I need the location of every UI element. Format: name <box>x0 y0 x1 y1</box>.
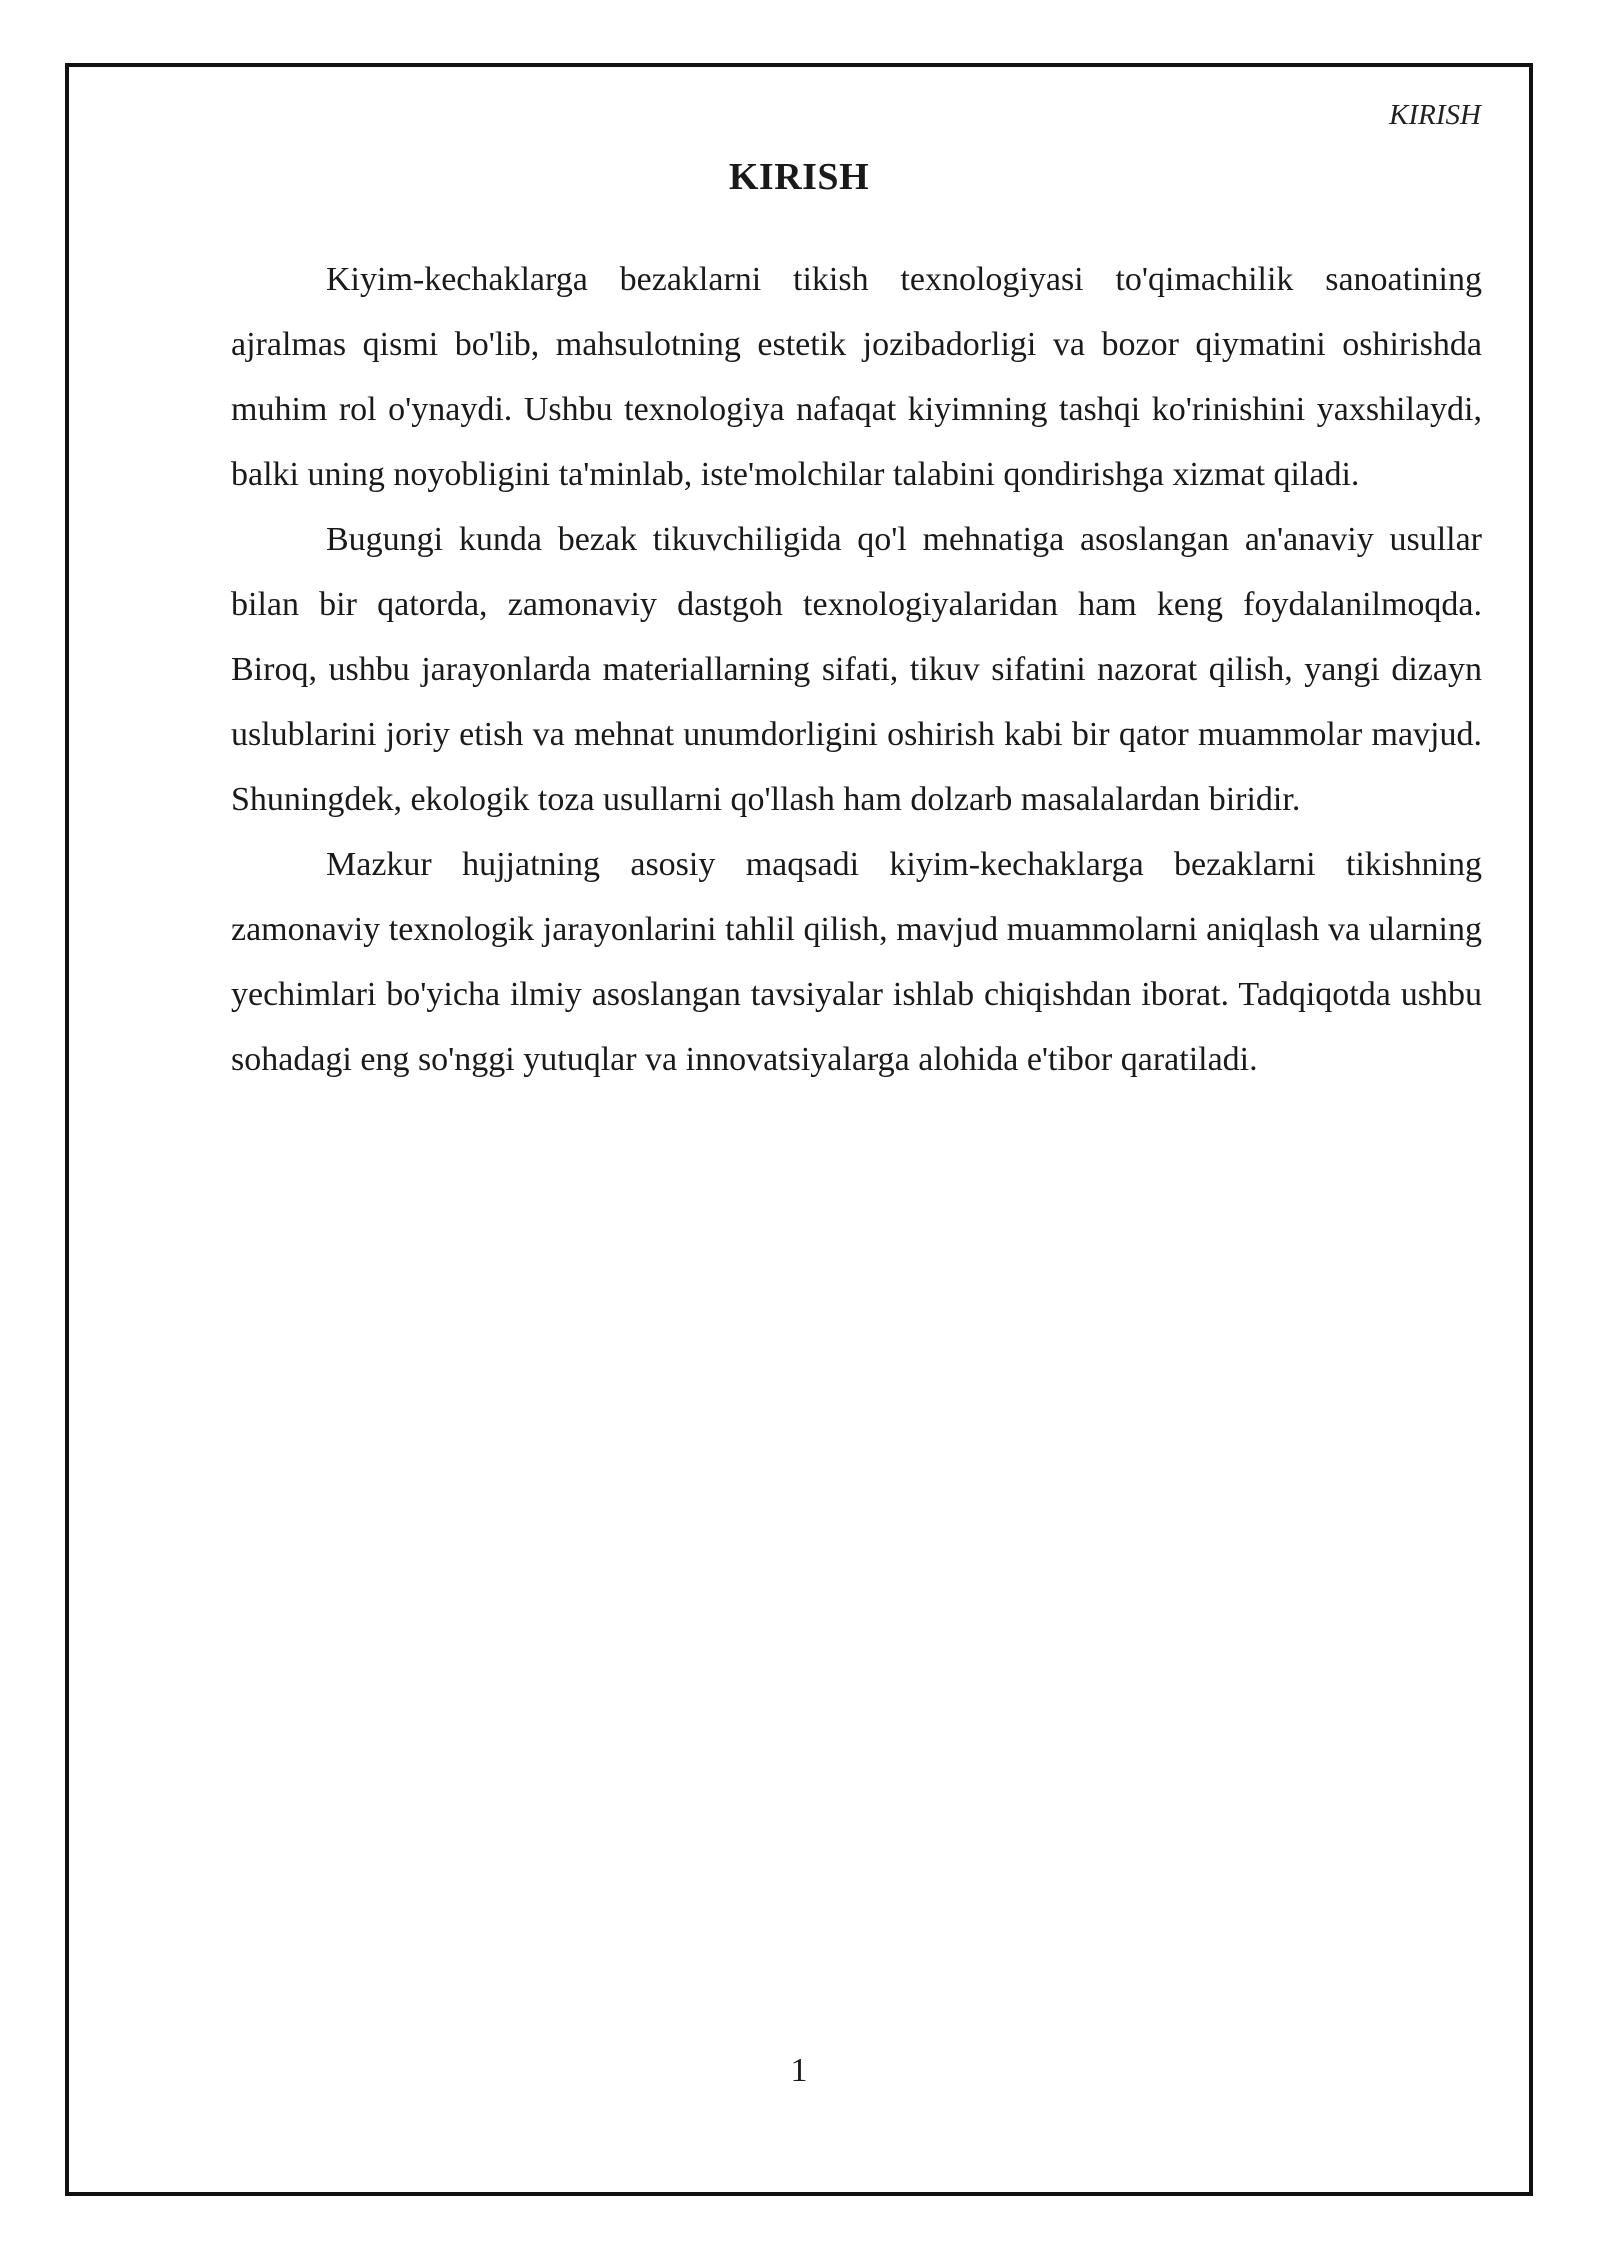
paragraph-2: Bugungi kunda bezak tikuvchiligida qo'l mehnatiga asoslangan an'anaviy usullar bilan bir qatorda, zamonaviy dastgoh texnologiyalaridan ham keng foydalanilmoqda. Biroq, ushbu jarayonlarda materiallarning sifati, tikuv sifatini nazorat qilish, yangi dizayn uslublarini joriy etish va mehnat unumdorligini oshirish kabi bir qator muammolar mavjud. Shuningdek, ekologik toza usullarni qo'llash ham dolzarb masalalardan biridir. <box>231 521 1482 818</box>
running-header: KIRISH <box>1389 99 1481 131</box>
page-number: 1 <box>790 2052 808 2089</box>
paragraph-1: Kiyim-kechaklarga bezaklarni tikish texnologiyasi to'qimachilik sanoatining ajralmas qismi bo'lib, mahsulotning estetik jozibadorligi va bozor qiymatini oshirishda muhim rol o'ynaydi. Ushbu texnologiya nafaqat kiyimning tashqi ko'rinishini yaxshilaydi, balki uning noyobligini ta'minlab, iste'molchilar talabini qondirishga xizmat qiladi. <box>231 261 1482 493</box>
body-text <box>231 247 1482 1092</box>
page-border <box>65 63 1533 2196</box>
page-title: KIRISH <box>728 156 870 198</box>
paragraph-3: Mazkur hujjatning asosiy maqsadi kiyim-kechaklarga bezaklarni tikishning zamonaviy texnologik jarayonlarini tahlil qilish, mavjud muammolarni aniqlash va ularning yechimlari bo'yicha ilmiy asoslangan tavsiyalar ishlab chiqishdan iborat. Tadqiqotda ushbu sohadagi eng so'nggi yutuqlar va innovatsiyalarga alohida e'tibor qaratiladi. <box>231 846 1482 1078</box>
